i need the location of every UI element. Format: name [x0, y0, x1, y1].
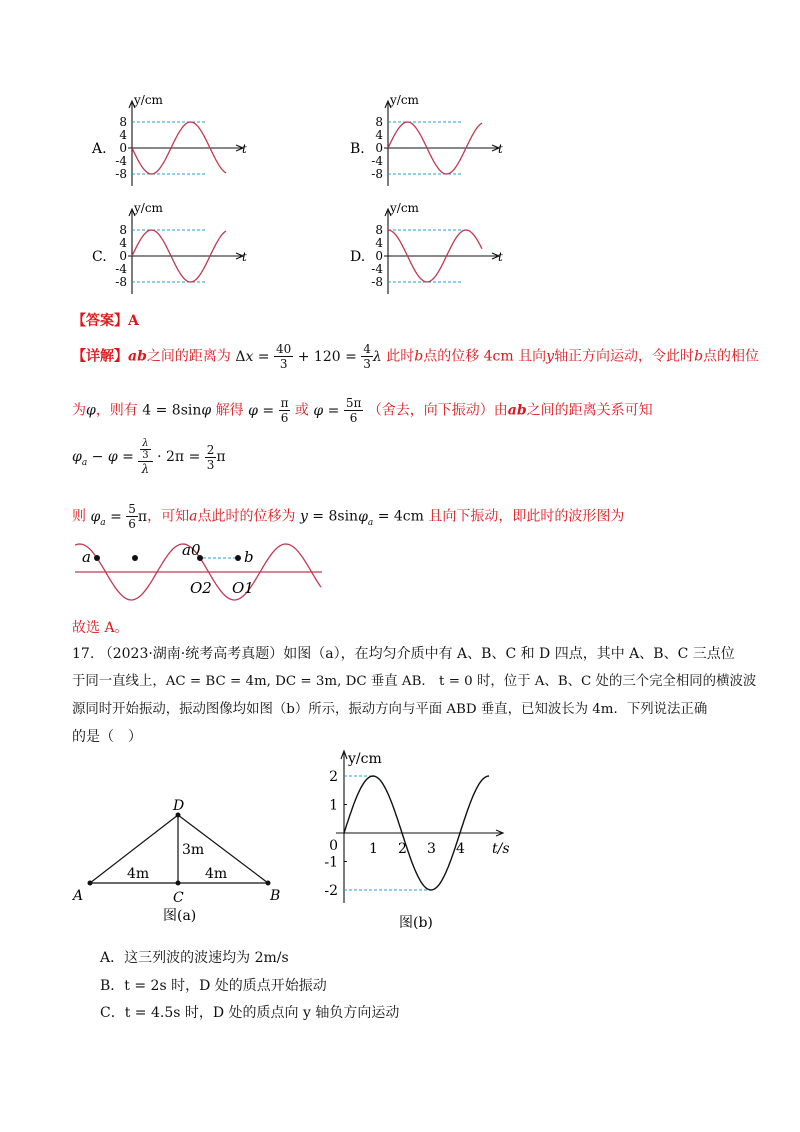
label-A: A: [73, 888, 84, 904]
detail-text: ，则有: [95, 402, 138, 419]
q17-line-2: 于同一直线上，AC = BC = 4m, DC = 3m, DC 垂直 AB． t = 0 时，位于 A、B、C 处的三个完全相同的横波波: [72, 674, 757, 689]
option-graph-0: [91, 93, 247, 186]
tick-label: -4: [371, 154, 383, 168]
choice-letter: C．: [100, 1005, 125, 1021]
detail-line-1: [72, 342, 759, 371]
detail-text: 之间的距离为: [146, 348, 231, 365]
detail-text: b: [694, 348, 704, 365]
tick-label: -4: [115, 262, 127, 276]
detail-text: 为: [72, 402, 86, 419]
figure-a: [65, 790, 295, 930]
fb-ytick: 2: [329, 769, 338, 785]
figure-b-svg: [310, 745, 510, 930]
fb-x-label: t/s: [492, 841, 510, 857]
answer-tag: 【答案】: [72, 313, 128, 329]
q17-line-4: 的是（ ）: [72, 729, 142, 745]
fb-ytick: -1: [324, 854, 338, 871]
figure-a-svg: [65, 790, 295, 930]
point-a-right: [132, 555, 138, 561]
fb-xtick: 4: [456, 841, 465, 857]
option-graph-2: [92, 201, 247, 294]
tick-label: -8: [371, 275, 383, 289]
choice-text: t = 4.5s 时，D 处的质点向 y 轴负方向运动: [124, 1005, 400, 1021]
fb-y-label: y/cm: [348, 751, 382, 767]
caption-a: 图(a): [163, 908, 197, 924]
tick-label: 0: [119, 249, 127, 263]
choice-b: [100, 976, 327, 996]
detail-text: 或: [294, 402, 309, 419]
formula-phi-a: $\varphi_a$ = $\frac{5}{6}$ π: [90, 502, 148, 531]
detail-text: 且向下振动，即此时的波形图为: [428, 508, 625, 525]
formula-4-8sin: 4 = 8sinφ: [142, 402, 212, 419]
label-dc-length: 3m: [182, 842, 205, 858]
tick-label: 8: [375, 223, 383, 237]
text-ab: ab: [128, 348, 147, 365]
choice-letter: B．: [100, 978, 125, 994]
detail-line-4: [72, 502, 624, 532]
point-A: [88, 881, 93, 886]
tick-label: -4: [115, 154, 127, 168]
fb-ytick: 0: [329, 838, 338, 854]
formula-y: y = 8sinφ$_a$ = 4cm: [299, 508, 424, 528]
detail-text: a: [189, 508, 198, 525]
detail-text: 点此时的位移为: [197, 508, 296, 525]
x-label: t: [242, 142, 247, 156]
q17-text-1: 如图（a），在均匀介质中有 A、B、C 和 D 四点，其中 A、B、C 三点位: [283, 646, 735, 662]
tick-label: 4: [375, 236, 383, 250]
option-label: A.: [92, 141, 107, 157]
detail-text: y: [546, 348, 555, 365]
choice-c: [100, 1003, 399, 1023]
x-label: t: [498, 142, 503, 156]
y-label: y/cm: [390, 201, 419, 215]
label-ac-length: 4m: [127, 866, 150, 882]
detail-text: 解得: [215, 402, 244, 419]
label-o1: O1: [232, 579, 254, 597]
detail-tag: 【详解】: [72, 348, 128, 365]
label-o2: O2: [190, 579, 212, 597]
tick-label: 0: [375, 249, 383, 263]
formula-dx: Δx = $\frac{40}{3}$ + 120 = $\frac{4}{3}$ λ: [235, 342, 382, 371]
answer-value: A: [128, 313, 139, 329]
point-B: [266, 881, 271, 886]
wave-figure: [60, 535, 340, 610]
fb-caption: 图(b): [399, 915, 433, 930]
fb-xtick: 1: [369, 841, 378, 857]
option-label: B.: [350, 141, 365, 157]
label-C: C: [173, 890, 184, 906]
detail-line-3: [72, 438, 226, 476]
y-label: y/cm: [390, 93, 419, 107]
tick-label: 4: [119, 128, 127, 142]
detail-text: 点的相位: [703, 348, 760, 365]
choice-text: 这三列波的波速均为 2m/s: [124, 950, 289, 966]
detail-text: 此时: [386, 348, 415, 365]
formula-phi-1: φ = $\frac{\pi}{6}$: [248, 396, 289, 425]
choice-letter: A．: [100, 950, 125, 966]
tick-label: 8: [375, 115, 383, 129]
q17-number: 17.: [72, 646, 95, 662]
label-a0: a0: [182, 541, 201, 559]
detail-text: b: [414, 348, 424, 365]
detail-text: φ: [86, 402, 96, 419]
label-a: a: [82, 548, 91, 566]
detail-line-2: [72, 396, 653, 425]
detail-text: ，可知: [147, 508, 190, 525]
tick-label: 4: [375, 128, 383, 142]
option-graphs: [0, 0, 800, 310]
option-label: C.: [92, 249, 107, 265]
tick-label: 0: [375, 141, 383, 155]
fb-xtick: 3: [427, 841, 436, 857]
detail-text: 轴正方向运动，令此时: [554, 348, 695, 365]
y-label: y/cm: [134, 93, 163, 107]
choice-a: [100, 948, 289, 968]
x-label: t: [242, 250, 247, 264]
label-D: D: [173, 798, 185, 814]
fb-xtick: 2: [398, 841, 407, 857]
point-b: [235, 555, 241, 561]
answer-line: [72, 311, 139, 331]
choice-text: t = 2s 时，D 处的质点开始振动: [124, 978, 327, 994]
fb-ytick: 1: [329, 797, 338, 814]
label-b: b: [244, 548, 254, 566]
detail-text: ab: [507, 402, 527, 419]
q17-line-1: [72, 644, 735, 664]
detail-text: （舍去，向下振动）由: [367, 402, 508, 419]
detail-text: 之间的距离关系可知: [526, 402, 653, 419]
tick-label: 8: [119, 115, 127, 129]
tick-label: 4: [119, 236, 127, 250]
option-graph-3: [350, 201, 503, 294]
formula-phi-2: φ = $\frac{5\pi}{6}$: [313, 396, 362, 425]
option-graphs-svg: [0, 0, 800, 310]
figure-b: [310, 745, 510, 930]
tick-label: 0: [119, 141, 127, 155]
x-label: t: [498, 250, 503, 264]
label-cb-length: 4m: [205, 866, 228, 882]
tick-label: -8: [115, 275, 127, 289]
fb-ytick: -2: [324, 883, 338, 899]
label-B: B: [270, 888, 281, 904]
tick-label: -4: [371, 262, 383, 276]
detail-text: 点的位移 4cm 且向: [423, 348, 547, 365]
tick-label: -8: [371, 167, 383, 181]
option-label: D.: [350, 249, 366, 265]
choose-line: 故选 A。: [72, 620, 129, 636]
wave-figure-svg: [60, 535, 340, 610]
point-a: [94, 555, 100, 561]
formula-phase-diff: $\varphi_a - \varphi$ = $\frac{\frac{\lambda}{3}}{\lambda}$ · 2π = $\frac{2}{3}$ π: [72, 438, 226, 476]
y-label: y/cm: [134, 201, 163, 215]
tick-label: -8: [115, 167, 127, 181]
tick-label: 8: [119, 223, 127, 237]
detail-text: 则: [72, 508, 86, 525]
option-graph-1: [350, 93, 503, 186]
q17-line-3: 源同时开始振动，振动图像均如图（b）所示，振动方向与平面 ABD 垂直，已知波长为 4m．下列说法正确: [72, 702, 708, 717]
q17-source: （2023·湖南·统考高考真题）: [98, 646, 284, 662]
point-C: [176, 881, 181, 886]
